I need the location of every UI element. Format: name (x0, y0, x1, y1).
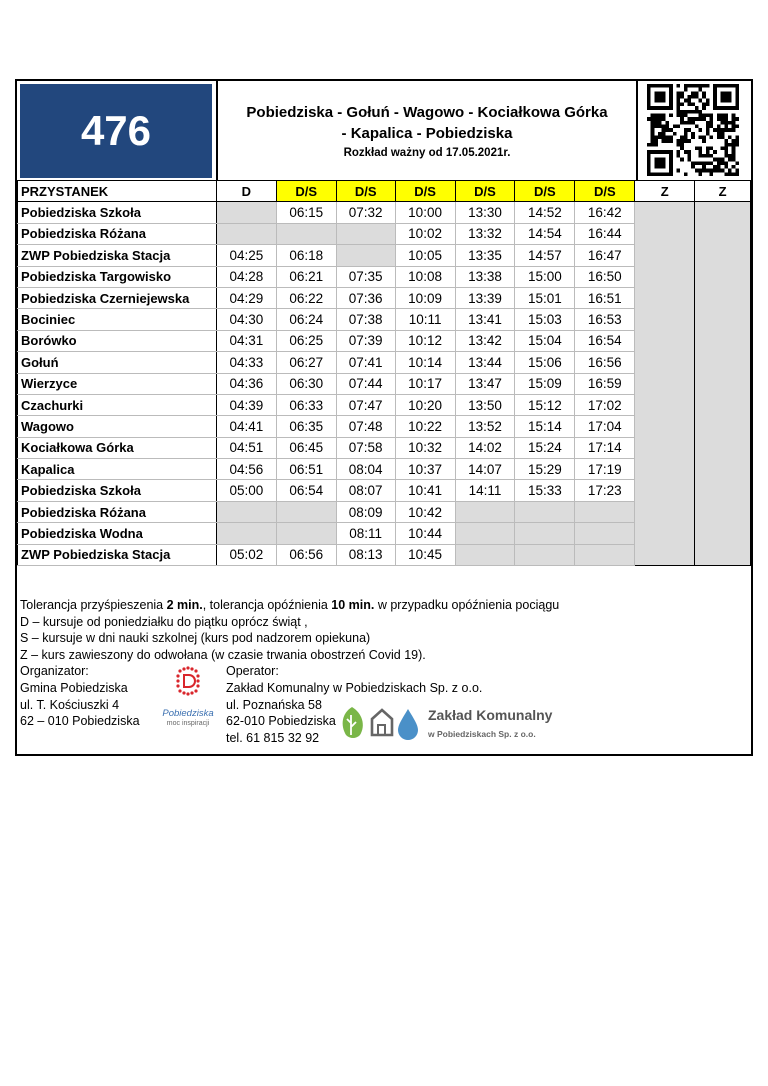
operator-phone: tel. 61 815 32 92 (226, 730, 320, 745)
empty-time-cell (515, 544, 575, 565)
timetable-header (17, 81, 751, 181)
timetable-row (18, 416, 751, 437)
suspended-course-cell (635, 202, 695, 223)
column-headers (18, 181, 751, 202)
pobiedziska-emblem-icon (157, 663, 219, 703)
empty-time-cell (515, 501, 575, 522)
departure-time: 15:04 (515, 330, 575, 351)
header-course-6: D/S (515, 181, 575, 202)
suspended-course-cell (695, 330, 751, 351)
timetable-row (18, 480, 751, 501)
departure-time: 06:27 (276, 352, 336, 373)
departure-time: 07:47 (336, 394, 395, 415)
header-course-7: D/S (575, 181, 635, 202)
empty-time-cell (336, 223, 395, 244)
departure-time: 17:02 (575, 394, 635, 415)
empty-time-cell (276, 501, 336, 522)
departure-time: 04:30 (216, 309, 276, 330)
suspended-course-cell (635, 544, 695, 565)
departure-time: 07:58 (336, 437, 395, 458)
departure-time: 16:59 (575, 373, 635, 394)
suspended-course-cell (695, 352, 751, 373)
operator-label: Operator: (226, 664, 279, 679)
empty-time-cell (216, 501, 276, 522)
empty-time-cell (216, 523, 276, 544)
departure-time: 16:51 (575, 287, 635, 308)
empty-time-cell (216, 223, 276, 244)
departure-time: 08:07 (336, 480, 395, 501)
stop-name: Pobiedziska Wodna (18, 523, 217, 544)
validity-date: Rozkład ważny od 17.05.2021r. (343, 147, 511, 159)
suspended-course-cell (635, 373, 695, 394)
timetable-row (18, 544, 751, 565)
tolerance-text3: w przypadku opóźnienia pociągu (374, 598, 560, 612)
departure-time: 07:38 (336, 309, 395, 330)
departure-time: 10:17 (395, 373, 455, 394)
suspended-course-cell (635, 309, 695, 330)
departure-time: 07:36 (336, 287, 395, 308)
departure-time: 06:45 (276, 437, 336, 458)
empty-time-cell (515, 523, 575, 544)
departure-time: 04:33 (216, 352, 276, 373)
organizer-label: Organizator: (20, 664, 89, 679)
departure-time: 17:23 (575, 480, 635, 501)
header-course-4: D/S (395, 181, 455, 202)
departure-time: 08:11 (336, 523, 395, 544)
zk-logo-text: Zakład Komunalny (428, 707, 553, 724)
departure-time: 04:51 (216, 437, 276, 458)
departure-time: 04:29 (216, 287, 276, 308)
departure-time: 10:41 (395, 480, 455, 501)
header-course-8: Z (635, 181, 695, 202)
stop-name: Czachurki (18, 394, 217, 415)
suspended-course-cell (695, 309, 751, 330)
departure-time: 10:37 (395, 459, 455, 480)
departure-time: 06:22 (276, 287, 336, 308)
operator-city: 62-010 Pobiedziska (226, 714, 336, 729)
pobiedziska-logo-tagline: moc inspiracji (166, 719, 210, 727)
empty-time-cell (455, 544, 515, 565)
header-stop: PRZYSTANEK (18, 181, 217, 202)
departure-time: 10:14 (395, 352, 455, 373)
stop-name: Bociniec (18, 309, 217, 330)
note-d: D – kursuje od poniedziałku do piątku oprócz świąt , (20, 614, 308, 629)
suspended-course-cell (695, 544, 751, 565)
departure-time: 10:11 (395, 309, 455, 330)
timetable-row (18, 309, 751, 330)
departure-time: 04:28 (216, 266, 276, 287)
departure-time: 07:39 (336, 330, 395, 351)
departure-time: 10:22 (395, 416, 455, 437)
departure-time: 15:09 (515, 373, 575, 394)
empty-time-cell (455, 501, 515, 522)
stop-name: Pobiedziska Targowisko (18, 266, 217, 287)
header-course-9: Z (695, 181, 751, 202)
departure-time: 10:42 (395, 501, 455, 522)
pobiedziska-logo (157, 663, 219, 731)
departure-time: 05:00 (216, 480, 276, 501)
departure-time: 10:45 (395, 544, 455, 565)
timetable-row (18, 501, 751, 522)
departure-time: 05:02 (216, 544, 276, 565)
departure-time: 15:01 (515, 287, 575, 308)
stop-name: Kapalica (18, 459, 217, 480)
departure-time: 07:32 (336, 202, 395, 223)
zk-logo-subtext: w Pobiedziskach Sp. z o.o. (428, 729, 536, 740)
departure-time: 10:05 (395, 245, 455, 266)
zaklad-komunalny-logo (338, 705, 558, 741)
departure-time: 06:18 (276, 245, 336, 266)
organizer-city: 62 – 010 Pobiedziska (20, 714, 140, 729)
departure-time: 14:11 (455, 480, 515, 501)
suspended-course-cell (635, 245, 695, 266)
departure-time: 15:00 (515, 266, 575, 287)
timetable (17, 180, 751, 566)
suspended-course-cell (695, 523, 751, 544)
tolerance-late: 10 min. (331, 598, 375, 612)
stop-name: Pobiedziska Szkoła (18, 480, 217, 501)
empty-time-cell (216, 202, 276, 223)
departure-time: 07:48 (336, 416, 395, 437)
departure-time: 14:52 (515, 202, 575, 223)
departure-time: 13:38 (455, 266, 515, 287)
timetable-row (18, 394, 751, 415)
footer-notes (20, 597, 750, 745)
contacts (20, 663, 750, 745)
timetable-row (18, 287, 751, 308)
departure-time: 16:50 (575, 266, 635, 287)
organizer-name: Gmina Pobiedziska (20, 680, 128, 695)
stop-name: Gołuń (18, 352, 217, 373)
header-course-1: D (216, 181, 276, 202)
departure-time: 14:02 (455, 437, 515, 458)
empty-time-cell (575, 523, 635, 544)
timetable-sheet (15, 79, 753, 756)
empty-time-cell (575, 544, 635, 565)
departure-time: 10:32 (395, 437, 455, 458)
suspended-course-cell (695, 501, 751, 522)
tolerance-early: 2 min. (166, 598, 203, 612)
departure-time: 06:25 (276, 330, 336, 351)
stop-name: Wagowo (18, 416, 217, 437)
departure-time: 07:41 (336, 352, 395, 373)
route-number: 476 (20, 84, 212, 178)
departure-time: 15:33 (515, 480, 575, 501)
departure-time: 04:39 (216, 394, 276, 415)
suspended-course-cell (635, 394, 695, 415)
departure-time: 17:19 (575, 459, 635, 480)
suspended-course-cell (635, 266, 695, 287)
departure-time: 13:50 (455, 394, 515, 415)
departure-time: 06:51 (276, 459, 336, 480)
departure-time: 06:33 (276, 394, 336, 415)
departure-time: 13:39 (455, 287, 515, 308)
stop-name: Wierzyce (18, 373, 217, 394)
tolerance-text: Tolerancja przyśpieszenia (20, 598, 167, 612)
timetable-row (18, 266, 751, 287)
suspended-course-cell (695, 223, 751, 244)
departure-time: 06:30 (276, 373, 336, 394)
departure-time: 10:20 (395, 394, 455, 415)
suspended-course-cell (695, 480, 751, 501)
suspended-course-cell (695, 245, 751, 266)
departure-time: 08:04 (336, 459, 395, 480)
departure-time: 10:02 (395, 223, 455, 244)
suspended-course-cell (635, 287, 695, 308)
departure-time: 04:25 (216, 245, 276, 266)
note-s: S – kursuje w dni nauki szkolnej (kurs pod nadzorem opiekuna) (20, 631, 371, 646)
departure-time: 15:14 (515, 416, 575, 437)
departure-time: 06:56 (276, 544, 336, 565)
departure-time: 16:42 (575, 202, 635, 223)
departure-time: 06:54 (276, 480, 336, 501)
departure-time: 14:57 (515, 245, 575, 266)
header-course-3: D/S (336, 181, 395, 202)
departure-time: 08:09 (336, 501, 395, 522)
suspended-course-cell (635, 352, 695, 373)
route-title-line2: - Kapalica - Pobiedziska (341, 125, 513, 142)
pobiedziska-logo-text: Pobiedziska (162, 707, 214, 719)
zk-emblem-icon (338, 705, 424, 741)
departure-time: 16:53 (575, 309, 635, 330)
suspended-course-cell (635, 459, 695, 480)
departure-time: 14:07 (455, 459, 515, 480)
departure-time: 06:21 (276, 266, 336, 287)
timetable-row (18, 373, 751, 394)
stop-name: ZWP Pobiedziska Stacja (18, 544, 217, 565)
stop-name: Kociałkowa Górka (18, 437, 217, 458)
header-course-2: D/S (276, 181, 336, 202)
departure-time: 13:47 (455, 373, 515, 394)
departure-time: 13:42 (455, 330, 515, 351)
suspended-course-cell (635, 330, 695, 351)
suspended-course-cell (635, 416, 695, 437)
departure-time: 10:09 (395, 287, 455, 308)
departure-time: 13:35 (455, 245, 515, 266)
empty-time-cell (276, 523, 336, 544)
departure-time: 06:35 (276, 416, 336, 437)
operator-name: Zakład Komunalny w Pobiedziskach Sp. z o.o. (226, 680, 483, 695)
timetable-row (18, 223, 751, 244)
route-title (216, 81, 638, 180)
timetable-row (18, 523, 751, 544)
stop-name: Borówko (18, 330, 217, 351)
departure-time: 06:24 (276, 309, 336, 330)
departure-time: 16:56 (575, 352, 635, 373)
departure-time: 13:52 (455, 416, 515, 437)
departure-time: 15:06 (515, 352, 575, 373)
departure-time: 04:56 (216, 459, 276, 480)
suspended-course-cell (695, 202, 751, 223)
departure-time: 10:08 (395, 266, 455, 287)
departure-time: 04:41 (216, 416, 276, 437)
suspended-course-cell (695, 459, 751, 480)
departure-time: 15:03 (515, 309, 575, 330)
departure-time: 13:41 (455, 309, 515, 330)
stop-name: Pobiedziska Różana (18, 223, 217, 244)
departure-time: 14:54 (515, 223, 575, 244)
tolerance-text2: , tolerancja opóźnienia (202, 598, 332, 612)
departure-time: 13:44 (455, 352, 515, 373)
departure-time: 16:47 (575, 245, 635, 266)
header-course-5: D/S (455, 181, 515, 202)
departure-time: 16:44 (575, 223, 635, 244)
route-title-line1: Pobiedziska - Gołuń - Wagowo - Kociałkowa Górka (246, 104, 608, 121)
departure-time: 10:12 (395, 330, 455, 351)
departure-time: 15:12 (515, 394, 575, 415)
departure-time: 10:00 (395, 202, 455, 223)
suspended-course-cell (635, 223, 695, 244)
stop-name: Pobiedziska Szkoła (18, 202, 217, 223)
departure-time: 13:32 (455, 223, 515, 244)
qr-code-icon (647, 84, 739, 176)
timetable-row (18, 245, 751, 266)
departure-time: 07:44 (336, 373, 395, 394)
departure-time: 15:29 (515, 459, 575, 480)
departure-time: 15:24 (515, 437, 575, 458)
suspended-course-cell (695, 287, 751, 308)
suspended-course-cell (635, 501, 695, 522)
suspended-course-cell (635, 437, 695, 458)
timetable-row (18, 202, 751, 223)
departure-time: 07:35 (336, 266, 395, 287)
empty-time-cell (276, 223, 336, 244)
suspended-course-cell (635, 523, 695, 544)
suspended-course-cell (695, 266, 751, 287)
departure-time: 16:54 (575, 330, 635, 351)
suspended-course-cell (695, 373, 751, 394)
timetable-row (18, 459, 751, 480)
departure-time: 04:31 (216, 330, 276, 351)
organizer-block (20, 663, 140, 729)
departure-time: 10:44 (395, 523, 455, 544)
timetable-row (18, 352, 751, 373)
stop-name: Pobiedziska Różana (18, 501, 217, 522)
timetable-row (18, 437, 751, 458)
departure-time: 04:36 (216, 373, 276, 394)
departure-time: 06:15 (276, 202, 336, 223)
stop-name: Pobiedziska Czerniejewska (18, 287, 217, 308)
operator-street: ul. Poznańska 58 (226, 697, 322, 712)
suspended-course-cell (695, 437, 751, 458)
empty-time-cell (455, 523, 515, 544)
suspended-course-cell (695, 394, 751, 415)
organizer-street: ul. T. Kościuszki 4 (20, 697, 120, 712)
empty-time-cell (336, 245, 395, 266)
empty-time-cell (575, 501, 635, 522)
timetable-row (18, 330, 751, 351)
departure-time: 17:04 (575, 416, 635, 437)
departure-time: 13:30 (455, 202, 515, 223)
departure-time: 08:13 (336, 544, 395, 565)
stop-name: ZWP Pobiedziska Stacja (18, 245, 217, 266)
departure-time: 17:14 (575, 437, 635, 458)
suspended-course-cell (635, 480, 695, 501)
tolerance-note (20, 597, 750, 614)
note-z: Z – kurs zawieszony do odwołana (w czasie trwania obostrzeń Covid 19). (20, 647, 426, 662)
suspended-course-cell (695, 416, 751, 437)
